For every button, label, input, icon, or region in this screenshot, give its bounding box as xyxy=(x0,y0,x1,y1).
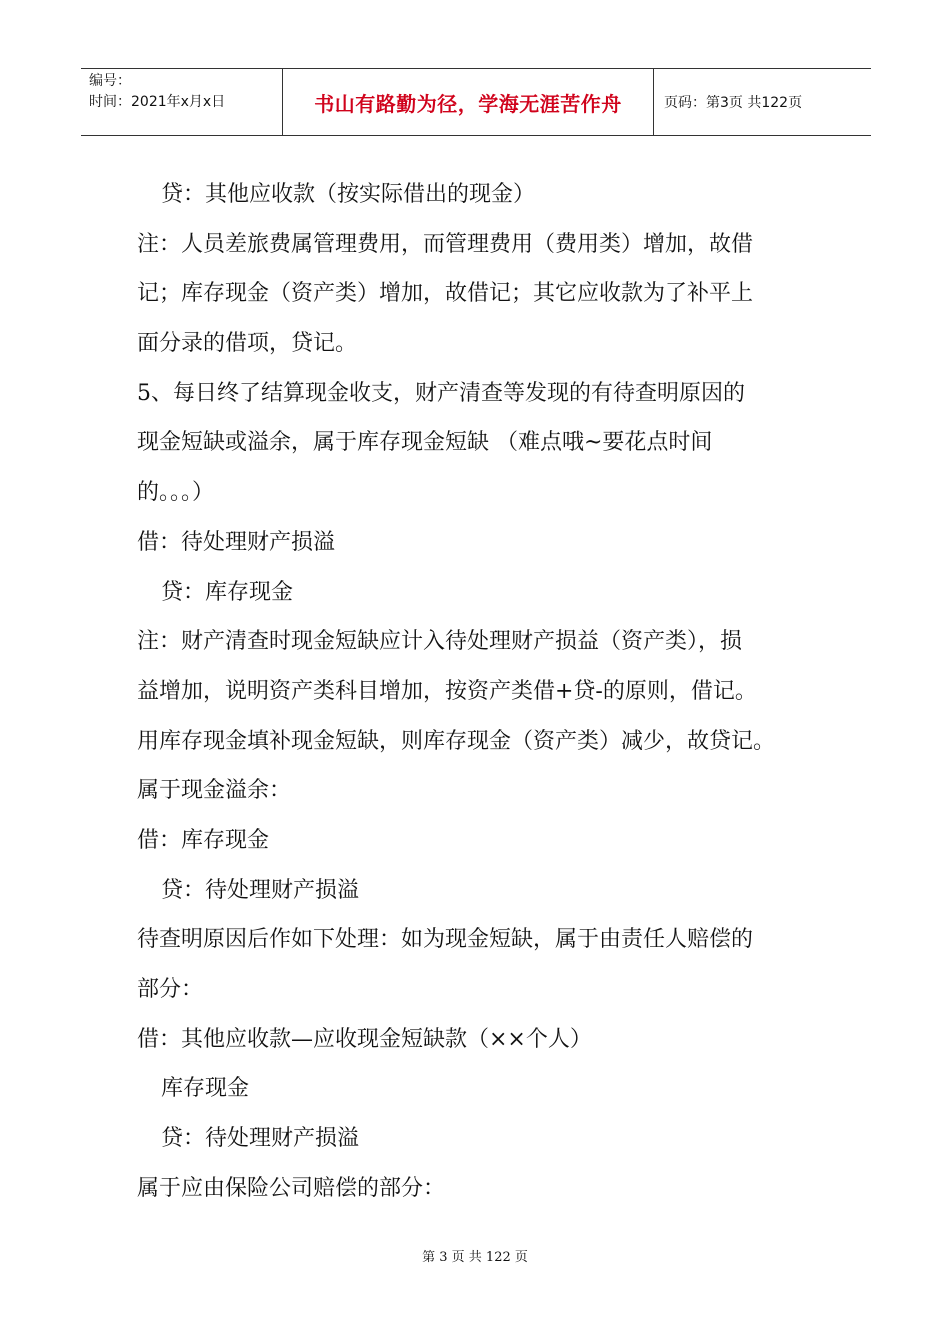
body-line: 贷：其他应收款（按实际借出的现金） xyxy=(161,182,536,207)
footer-page-number: 第 3 页 共 122 页 xyxy=(422,1250,528,1265)
body-line: 借：库存现金 xyxy=(137,827,270,853)
number-label: 编号： xyxy=(89,73,131,89)
motto-text: 书山有路勤为径，学海无涯苦作舟 xyxy=(314,91,622,116)
header-meta xyxy=(81,69,282,135)
body-line: 属于现金溢余： xyxy=(137,778,292,804)
page-footer xyxy=(0,1246,950,1265)
body-line: 5、每日终了结算现金收支，财产清查等发现的有待查明原因的 xyxy=(137,380,745,406)
body-line: 贷：待处理财产损溢 xyxy=(161,877,360,903)
header-motto-cell xyxy=(282,69,654,135)
body-line: 借：其他应收款—应收现金短缺款（××个人） xyxy=(137,1026,592,1052)
body-line: 记；库存现金（资产类）增加，故借记；其它应收款为了补平上 xyxy=(137,281,754,307)
body-line: 部分： xyxy=(137,977,204,1002)
body-line: 面分录的借项，贷记。 xyxy=(137,331,358,357)
body-line: 用库存现金填补现金短缺，则库存现金（资产类）减少，故贷记。 xyxy=(137,728,776,754)
body-line: 库存现金 xyxy=(161,1076,250,1102)
document-body xyxy=(137,170,827,1213)
date-label: 时间：2021年x月x日 xyxy=(89,94,226,110)
body-line: 益增加，说明资产类科目增加，按资产类借+贷-的原则，借记。 xyxy=(137,678,757,704)
body-line: 现金短缺或溢余，属于库存现金短缺 （难点哦~要花点时间 xyxy=(137,430,713,456)
body-line: 注：财产清查时现金短缺应计入待处理财产损益（资产类），损 xyxy=(137,629,743,655)
body-line: 贷：库存现金 xyxy=(161,579,294,605)
body-line: 待查明原因后作如下处理：如为现金短缺，属于由责任人赔偿的 xyxy=(137,927,754,953)
body-line: 属于应由保险公司赔偿的部分： xyxy=(137,1175,446,1201)
page-info-text: 页码：第3页 共122页 xyxy=(664,95,803,111)
body-line: 注：人员差旅费属管理费用，而管理费用（费用类）增加，故借 xyxy=(137,231,754,257)
body-line: 的。。。） xyxy=(137,480,215,506)
document-header xyxy=(81,68,871,136)
header-page-info xyxy=(654,69,871,135)
body-line: 贷：待处理财产损溢 xyxy=(161,1126,360,1152)
body-line: 借：待处理财产损溢 xyxy=(137,529,336,555)
